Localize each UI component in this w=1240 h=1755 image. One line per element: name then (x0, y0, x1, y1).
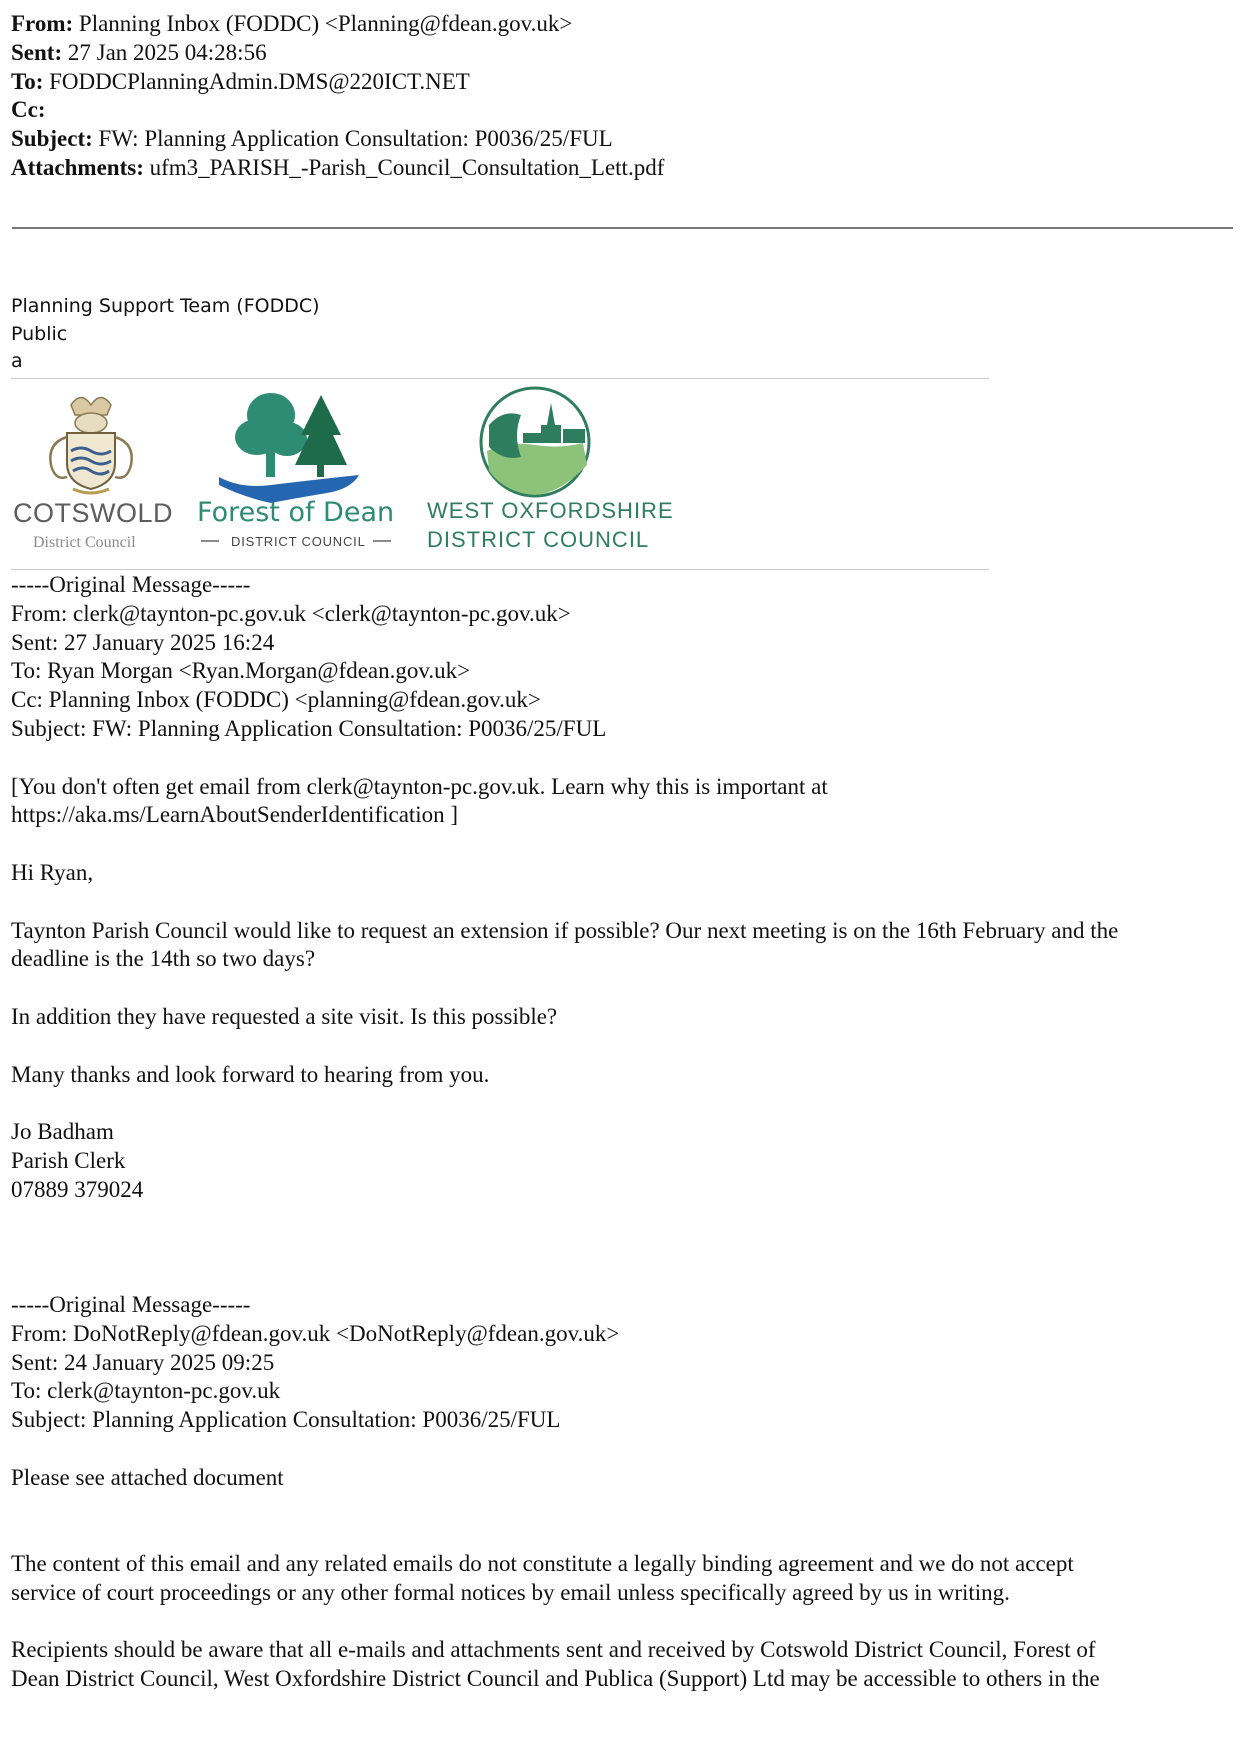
msg1-from: From: clerk@taynton-pc.gov.uk <clerk@taynton-pc.gov.uk> (11, 600, 571, 626)
disclaimer-p2-line1: Recipients should be aware that all e-mails and attachments sent and received by Cotswold District Council, Forest of (11, 1637, 1096, 1663)
signature-role: Parish Clerk (11, 1147, 126, 1173)
council-logos (11, 385, 991, 565)
spacer (11, 830, 1231, 859)
header-to: To: FODDCPlanningAdmin.DMS@220ICT.NET (11, 68, 470, 94)
spacer (11, 888, 1231, 917)
extension-request-line1: Taynton Parish Council would like to request an extension if possible? Our next meeting is on the 16th February and the (11, 917, 1119, 943)
signature-phone: 07889 379024 (11, 1176, 144, 1202)
spacer (11, 744, 1231, 773)
signature-block (11, 293, 320, 376)
email-body (11, 571, 1231, 1694)
stray-text: a (11, 350, 23, 372)
wo-line2: DISTRICT COUNCIL (427, 527, 650, 552)
spacer (11, 1233, 1231, 1262)
msg2-subject: Subject: Planning Application Consultation: P0036/25/FUL (11, 1407, 561, 1433)
spacer (11, 1521, 1231, 1550)
cotswold-crest-icon (50, 398, 131, 494)
spacer (11, 974, 1231, 1003)
msg2-to: To: clerk@taynton-pc.gov.uk (11, 1378, 281, 1404)
msg1-to: To: Ryan Morgan <Ryan.Morgan@fdean.gov.uk> (11, 658, 471, 684)
header-divider (12, 227, 1233, 229)
msg2-sent: Sent: 24 January 2025 09:25 (11, 1349, 275, 1375)
spacer (11, 1493, 1231, 1522)
site-visit-request: In addition they have requested a site visit. Is this possible? (11, 1003, 558, 1029)
disclaimer-p2-line2: Dean District Council, West Oxfordshire District Council and Publica (Support) Ltd may be accessible to others in the (11, 1666, 1100, 1692)
spacer (11, 1435, 1231, 1464)
extension-request-line2: deadline is the 14th so two days? (11, 946, 316, 972)
header-cc: Cc: (11, 97, 46, 123)
fod-subtitle: DISTRICT COUNCIL (231, 534, 366, 549)
cotswold-name: COTSWOLD (13, 498, 174, 528)
disclaimer-p1-line2: service of court proceedings or any other formal notices by email unless specifically agreed by us in writing. (11, 1579, 1010, 1605)
msg2-from: From: DoNotReply@fdean.gov.uk <DoNotReply@fdean.gov.uk> (11, 1320, 620, 1346)
west-oxfordshire-emblem-icon (481, 388, 589, 496)
cotswold-subtitle: District Council (33, 534, 136, 551)
msg1-cc: Cc: Planning Inbox (FODDC) <planning@fdean.gov.uk> (11, 687, 541, 713)
wo-line1: WEST OXFORDSHIRE (427, 498, 674, 523)
email-header (11, 10, 1231, 183)
spacer (11, 1205, 1231, 1234)
logo-bottom-rule (11, 569, 989, 570)
spacer (11, 1089, 1231, 1118)
disclaimer-p1-line1: The content of this email and any related emails do not constitute a legally binding agreement and we do not accept (11, 1551, 1074, 1577)
greeting: Hi Ryan, (11, 859, 94, 885)
closing-thanks: Many thanks and look forward to hearing from you. (11, 1061, 490, 1087)
header-sent: Sent: 27 Jan 2025 04:28:56 (11, 39, 267, 65)
msg2-body: Please see attached document (11, 1464, 284, 1490)
spacer (11, 1032, 1231, 1061)
signature-name: Jo Badham (11, 1119, 114, 1145)
forest-trees-icon (219, 393, 359, 503)
classification-label: Public (11, 322, 68, 345)
sender-warning-link[interactable]: https://aka.ms/LearnAboutSenderIdentification ] (11, 802, 459, 828)
header-from: From: Planning Inbox (FODDC) <Planning@fdean.gov.uk> (11, 11, 573, 36)
msg1-subject: Subject: FW: Planning Application Consultation: P0036/25/FUL (11, 715, 607, 741)
spacer (11, 1608, 1231, 1637)
spacer (11, 1262, 1231, 1291)
header-attachments: Attachments: ufm3_PARISH_-Parish_Council_Consultation_Lett.pdf (11, 154, 665, 180)
header-subject: Subject: FW: Planning Application Consultation: P0036/25/FUL (11, 126, 613, 152)
original-message-marker-1: -----Original Message----- (11, 572, 251, 597)
logo-top-rule (11, 378, 989, 379)
msg1-sent: Sent: 27 January 2025 16:24 (11, 629, 275, 655)
original-message-marker-2: -----Original Message----- (11, 1291, 251, 1317)
sender-warning-line1: [You don't often get email from clerk@taynton-pc.gov.uk. Learn why this is important at (11, 773, 828, 799)
fod-name: Forest of Dean (197, 497, 395, 528)
team-name: Planning Support Team (FODDC) (11, 295, 320, 317)
